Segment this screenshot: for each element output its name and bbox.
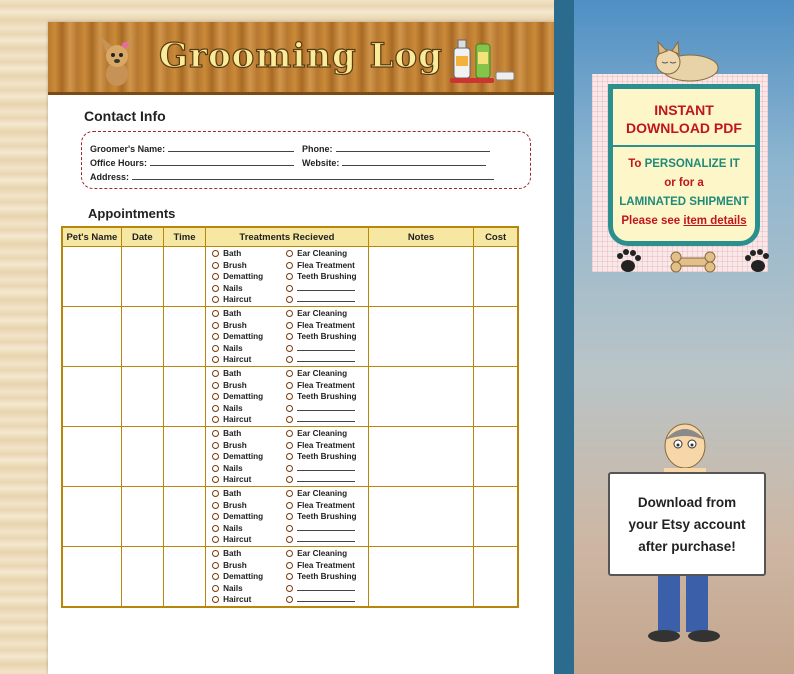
instant-download-sign (592, 74, 768, 272)
personalize-text: PERSONALIZE IT (644, 158, 740, 170)
treatment-label: Flea Treatment (297, 560, 355, 570)
treatment-options (206, 427, 368, 486)
treatment-checkbox[interactable] (212, 452, 263, 462)
cell-cost[interactable] (474, 307, 518, 367)
treatment-checkbox[interactable] (286, 415, 355, 425)
treatment-label: Bath (223, 309, 242, 318)
treatment-label: Nails (223, 403, 243, 413)
treatment-checkbox[interactable] (286, 392, 356, 402)
circle-checkbox-icon (212, 393, 219, 400)
treatment-label: Brush (223, 380, 247, 390)
treatment-label: Bath (223, 429, 242, 438)
blank-treatment-line[interactable] (297, 355, 355, 362)
cell-time[interactable] (163, 427, 205, 487)
treatment-label: Teeth Brushing (297, 392, 357, 401)
cell-cost[interactable] (474, 247, 518, 307)
phone-label: Phone: (302, 144, 333, 154)
circle-checkbox-icon (212, 273, 219, 280)
cell-treatments (206, 307, 369, 367)
board-line-2: your Etsy account (628, 517, 746, 532)
treatment-label: Teeth Brushing (297, 452, 357, 461)
circle-checkbox-icon (212, 345, 219, 352)
office-hours-field[interactable] (90, 157, 294, 168)
treatment-checkbox[interactable] (212, 332, 263, 342)
table-row (62, 307, 518, 367)
circle-checkbox-icon (212, 476, 219, 483)
cell-cost[interactable] (474, 487, 518, 547)
circle-checkbox-icon (286, 370, 293, 377)
treatment-label: Flea Treatment (297, 380, 355, 390)
address-label: Address: (90, 172, 130, 182)
appointments-heading: Appointments (88, 206, 176, 221)
treatment-checkbox[interactable] (286, 535, 355, 545)
to-word: To (628, 158, 645, 170)
treatment-checkbox[interactable] (286, 501, 355, 511)
cell-date[interactable] (121, 487, 163, 547)
treatment-checkbox[interactable] (286, 512, 356, 522)
circle-checkbox-icon (286, 273, 293, 280)
treatment-checkbox[interactable] (286, 524, 355, 534)
groomer-name-field[interactable] (90, 143, 294, 154)
treatment-checkbox[interactable] (286, 549, 347, 559)
cell-pets-name[interactable] (62, 487, 121, 547)
treatment-label: Dematting (223, 452, 264, 461)
circle-checkbox-icon (212, 513, 219, 520)
treatment-checkbox[interactable] (212, 535, 251, 545)
treatment-checkbox[interactable] (212, 272, 263, 282)
cell-notes[interactable] (368, 367, 473, 427)
circle-checkbox-icon (286, 513, 293, 520)
circle-checkbox-icon (286, 442, 293, 449)
treatment-label: Haircut (223, 295, 252, 304)
col-treatments: Treatments Recieved (206, 227, 369, 247)
treatment-checkbox[interactable] (212, 464, 243, 474)
cell-notes[interactable] (368, 547, 473, 608)
item-details-link[interactable]: item details (683, 215, 747, 227)
cell-date[interactable] (121, 307, 163, 367)
table-row (62, 427, 518, 487)
treatment-label: Teeth Brushing (297, 332, 357, 341)
treatment-label: Nails (223, 523, 243, 533)
circle-checkbox-icon (286, 502, 293, 509)
grooming-log-sheet (48, 22, 554, 674)
treatment-checkbox[interactable] (212, 489, 241, 499)
circle-checkbox-icon (212, 536, 219, 543)
circle-checkbox-icon (212, 550, 219, 557)
treatment-checkbox[interactable] (212, 321, 247, 331)
treatment-checkbox[interactable] (286, 572, 356, 582)
treatment-checkbox[interactable] (212, 295, 251, 305)
treatment-options (206, 487, 368, 546)
treatment-checkbox[interactable] (212, 584, 243, 594)
cell-treatments (206, 247, 369, 307)
address-field[interactable] (90, 171, 494, 182)
wood-banner (48, 22, 554, 95)
treatment-checkbox[interactable] (286, 355, 355, 365)
website-field[interactable] (302, 157, 486, 168)
treatment-options (206, 547, 368, 606)
contact-heading: Contact Info (84, 108, 166, 124)
treatment-checkbox[interactable] (286, 295, 355, 305)
circle-checkbox-icon (286, 562, 293, 569)
divider-strip (554, 0, 574, 674)
treatment-label: Nails (223, 283, 243, 293)
contact-info-box (81, 131, 531, 189)
treatment-label: Teeth Brushing (297, 272, 357, 281)
circle-checkbox-icon (286, 296, 293, 303)
circle-checkbox-icon (286, 550, 293, 557)
cell-treatments (206, 487, 369, 547)
cell-pets-name[interactable] (62, 547, 121, 608)
treatment-label: Dematting (223, 392, 264, 401)
treatment-checkbox[interactable] (212, 381, 247, 391)
circle-checkbox-icon (212, 250, 219, 257)
circle-checkbox-icon (286, 476, 293, 483)
treatment-options (206, 247, 368, 306)
circle-checkbox-icon (286, 536, 293, 543)
blank-treatment-line[interactable] (297, 404, 355, 411)
treatment-checkbox[interactable] (286, 272, 356, 282)
circle-checkbox-icon (286, 585, 293, 592)
sign-divider (613, 145, 755, 147)
treatment-label: Dematting (223, 572, 264, 581)
treatment-label: Flea Treatment (297, 500, 355, 510)
treatment-checkbox[interactable] (212, 309, 241, 319)
treatment-checkbox[interactable] (212, 369, 241, 379)
treatment-checkbox[interactable] (286, 381, 355, 391)
cell-notes[interactable] (368, 427, 473, 487)
cell-cost[interactable] (474, 367, 518, 427)
treatment-label: Brush (223, 500, 247, 510)
treatment-label: Flea Treatment (297, 440, 355, 450)
treatment-checkbox[interactable] (286, 475, 355, 485)
treatment-checkbox[interactable] (212, 284, 243, 294)
cell-time[interactable] (163, 487, 205, 547)
circle-checkbox-icon (286, 262, 293, 269)
page-title: Grooming Log (159, 36, 443, 76)
treatment-checkbox[interactable] (212, 512, 263, 522)
cell-treatments (206, 427, 369, 487)
treatment-checkbox[interactable] (212, 561, 247, 571)
sleeping-cat-icon (650, 40, 720, 82)
board-line-1: Download from (637, 495, 737, 510)
treatment-checkbox[interactable] (286, 595, 355, 605)
circle-checkbox-icon (286, 405, 293, 412)
table-row (62, 487, 518, 547)
treatment-label: Ear Cleaning (297, 249, 348, 258)
treatment-label: Ear Cleaning (297, 369, 348, 378)
circle-checkbox-icon (212, 490, 219, 497)
circle-checkbox-icon (212, 296, 219, 303)
circle-checkbox-icon (286, 573, 293, 580)
cell-treatments (206, 367, 369, 427)
treatment-label: Haircut (223, 595, 252, 604)
circle-checkbox-icon (286, 322, 293, 329)
blank-treatment-line[interactable] (297, 584, 355, 591)
treatment-label: Ear Cleaning (297, 429, 348, 438)
treatment-label: Flea Treatment (297, 260, 355, 270)
col-notes: Notes (368, 227, 473, 247)
treatment-checkbox[interactable] (286, 429, 347, 439)
treatment-checkbox[interactable] (286, 369, 347, 379)
grooming-supplies-icon (446, 34, 526, 90)
circle-checkbox-icon (212, 370, 219, 377)
treatment-label: Bath (223, 489, 242, 498)
blank-treatment-line[interactable] (297, 595, 355, 602)
cell-cost[interactable] (474, 427, 518, 487)
treatment-label: Teeth Brushing (297, 572, 357, 581)
circle-checkbox-icon (286, 310, 293, 317)
treatment-checkbox[interactable] (286, 332, 356, 342)
circle-checkbox-icon (286, 333, 293, 340)
treatment-checkbox[interactable] (212, 595, 251, 605)
treatment-checkbox[interactable] (212, 249, 241, 259)
treatment-checkbox[interactable] (286, 584, 355, 594)
circle-checkbox-icon (212, 585, 219, 592)
treatment-checkbox[interactable] (212, 404, 243, 414)
circle-checkbox-icon (212, 453, 219, 460)
treatment-label: Ear Cleaning (297, 309, 348, 318)
cell-time[interactable] (163, 307, 205, 367)
circle-checkbox-icon (212, 356, 219, 363)
treatment-label: Nails (223, 463, 243, 473)
sign-inner-panel (608, 84, 760, 246)
sign-line-download: DOWNLOAD PDF (626, 120, 742, 136)
treatment-checkbox[interactable] (286, 452, 356, 462)
circle-checkbox-icon (212, 525, 219, 532)
treatment-checkbox[interactable] (212, 415, 251, 425)
cell-time[interactable] (163, 247, 205, 307)
treatment-options (206, 307, 368, 366)
cell-treatments (206, 547, 369, 608)
circle-checkbox-icon (286, 490, 293, 497)
or-for-a-text: or for a (664, 177, 704, 189)
treatment-checkbox[interactable] (286, 344, 355, 354)
treatment-label: Brush (223, 560, 247, 570)
treatment-checkbox[interactable] (212, 501, 247, 511)
circle-checkbox-icon (286, 250, 293, 257)
blank-treatment-line[interactable] (297, 464, 355, 471)
treatment-checkbox[interactable] (212, 572, 263, 582)
table-row (62, 547, 518, 608)
circle-checkbox-icon (286, 525, 293, 532)
blank-treatment-line[interactable] (297, 524, 355, 531)
treatment-label: Brush (223, 320, 247, 330)
treatment-label: Bath (223, 249, 242, 258)
circle-checkbox-icon (286, 382, 293, 389)
treatment-checkbox[interactable] (212, 355, 251, 365)
circle-checkbox-icon (212, 262, 219, 269)
blank-treatment-line[interactable] (297, 535, 355, 542)
treatment-checkbox[interactable] (212, 344, 243, 354)
circle-checkbox-icon (212, 596, 219, 603)
cell-time[interactable] (163, 367, 205, 427)
treatment-label: Bath (223, 369, 242, 378)
laminated-text: LAMINATED SHIPMENT (619, 196, 749, 208)
board-text (610, 492, 764, 558)
treatment-checkbox[interactable] (212, 429, 241, 439)
treatment-label: Teeth Brushing (297, 512, 357, 521)
treatment-checkbox[interactable] (286, 561, 355, 571)
circle-checkbox-icon (212, 465, 219, 472)
circle-checkbox-icon (212, 285, 219, 292)
treatment-label: Brush (223, 440, 247, 450)
circle-checkbox-icon (212, 416, 219, 423)
treatment-label: Nails (223, 343, 243, 353)
table-row (62, 247, 518, 307)
treatment-checkbox[interactable] (286, 489, 347, 499)
col-pets-name: Pet's Name (62, 227, 121, 247)
phone-field[interactable] (302, 143, 490, 154)
circle-checkbox-icon (286, 430, 293, 437)
treatment-checkbox[interactable] (286, 441, 355, 451)
col-cost: Cost (474, 227, 518, 247)
office-hours-label: Office Hours: (90, 158, 148, 168)
please-see-text: Please see (621, 215, 684, 227)
treatment-label: Ear Cleaning (297, 489, 348, 498)
treatment-checkbox[interactable] (286, 309, 347, 319)
treatment-label: Haircut (223, 475, 252, 484)
cell-date[interactable] (121, 427, 163, 487)
treatment-checkbox[interactable] (286, 261, 355, 271)
blank-treatment-line[interactable] (297, 284, 355, 291)
circle-checkbox-icon (212, 333, 219, 340)
treatment-label: Bath (223, 549, 242, 558)
circle-checkbox-icon (212, 430, 219, 437)
sign-line-instant: INSTANT (654, 102, 714, 118)
table-header-row (62, 227, 518, 247)
appointments-table (61, 226, 519, 608)
treatment-checkbox[interactable] (286, 404, 355, 414)
circle-checkbox-icon (286, 285, 293, 292)
promo-panel (574, 0, 794, 674)
blank-treatment-line[interactable] (297, 295, 355, 302)
cell-time[interactable] (163, 547, 205, 608)
cell-date[interactable] (121, 247, 163, 307)
paws-and-bone-icon (612, 242, 772, 278)
treatment-checkbox[interactable] (212, 261, 247, 271)
cell-cost[interactable] (474, 547, 518, 608)
col-time: Time (163, 227, 205, 247)
table-row (62, 367, 518, 427)
circle-checkbox-icon (212, 502, 219, 509)
circle-checkbox-icon (286, 465, 293, 472)
sign-heading (613, 101, 755, 137)
col-date: Date (121, 227, 163, 247)
circle-checkbox-icon (212, 382, 219, 389)
sign-body (613, 155, 755, 231)
cell-notes[interactable] (368, 307, 473, 367)
circle-checkbox-icon (286, 356, 293, 363)
treatment-checkbox[interactable] (286, 321, 355, 331)
blank-treatment-line[interactable] (297, 344, 355, 351)
circle-checkbox-icon (286, 345, 293, 352)
treatment-label: Dematting (223, 512, 264, 521)
cell-notes[interactable] (368, 487, 473, 547)
treatment-checkbox[interactable] (212, 392, 263, 402)
treatment-label: Nails (223, 583, 243, 593)
treatment-checkbox[interactable] (286, 464, 355, 474)
circle-checkbox-icon (212, 310, 219, 317)
cell-pets-name[interactable] (62, 247, 121, 307)
circle-checkbox-icon (212, 573, 219, 580)
cell-pets-name[interactable] (62, 427, 121, 487)
cell-date[interactable] (121, 547, 163, 608)
cell-date[interactable] (121, 367, 163, 427)
treatment-checkbox[interactable] (212, 549, 241, 559)
treatment-checkbox[interactable] (286, 284, 355, 294)
blank-treatment-line[interactable] (297, 475, 355, 482)
groomer-name-label: Groomer's Name: (90, 144, 166, 154)
treatment-checkbox[interactable] (286, 249, 347, 259)
circle-checkbox-icon (212, 442, 219, 449)
blank-treatment-line[interactable] (297, 415, 355, 422)
treatment-label: Ear Cleaning (297, 549, 348, 558)
treatment-checkbox[interactable] (212, 441, 247, 451)
treatment-label: Haircut (223, 415, 252, 424)
treatment-label: Haircut (223, 355, 252, 364)
treatment-label: Brush (223, 260, 247, 270)
cell-pets-name[interactable] (62, 307, 121, 367)
circle-checkbox-icon (286, 596, 293, 603)
treatment-label: Haircut (223, 535, 252, 544)
circle-checkbox-icon (286, 416, 293, 423)
treatment-label: Dematting (223, 272, 264, 281)
treatment-options (206, 367, 368, 426)
circle-checkbox-icon (286, 393, 293, 400)
cell-pets-name[interactable] (62, 367, 121, 427)
circle-checkbox-icon (286, 453, 293, 460)
website-label: Website: (302, 158, 340, 168)
treatment-checkbox[interactable] (212, 475, 251, 485)
circle-checkbox-icon (212, 562, 219, 569)
treatment-label: Dematting (223, 332, 264, 341)
download-board (608, 472, 766, 576)
treatment-checkbox[interactable] (212, 524, 243, 534)
cell-notes[interactable] (368, 247, 473, 307)
circle-checkbox-icon (212, 322, 219, 329)
board-line-3: after purchase! (638, 539, 736, 554)
circle-checkbox-icon (212, 405, 219, 412)
treatment-label: Flea Treatment (297, 320, 355, 330)
